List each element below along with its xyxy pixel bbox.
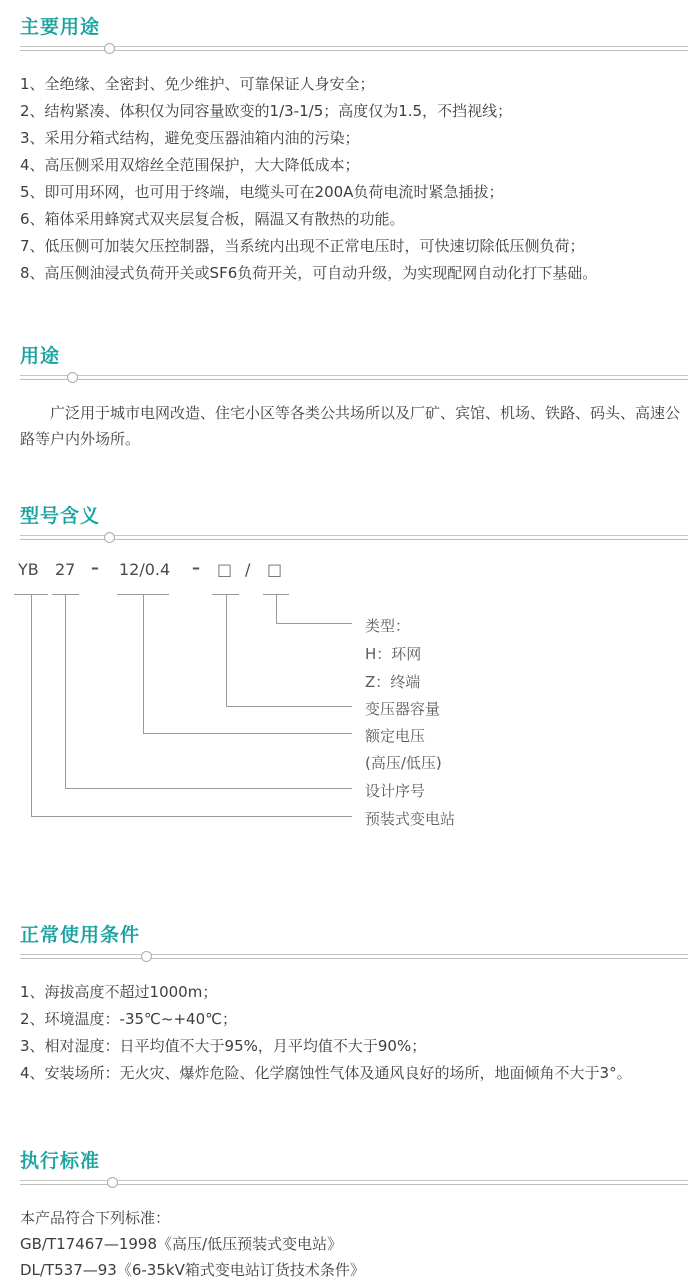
section-divider — [20, 46, 688, 51]
diagram-connector — [276, 594, 277, 623]
diagram-label-type-z: Z：终端 — [365, 673, 421, 691]
normal-conditions-list — [20, 979, 688, 1087]
diagram-lead — [276, 623, 352, 624]
standards-dl: DL/T537—93《6-35kV箱式变电站订货技术条件》 — [20, 1261, 365, 1279]
diagram-label-voltage-note: (高压/低压) — [365, 754, 442, 772]
standards-lines — [20, 1205, 688, 1283]
model-box-icon: □ — [267, 560, 283, 579]
section-title-uses: 用途 — [20, 345, 61, 367]
list-item: 4、高压侧采用双熔丝全范围保护，大大降低成本； — [20, 156, 360, 174]
diagram-label-type-h: H：环网 — [365, 645, 422, 663]
section-title-model-meaning: 型号含义 — [20, 505, 101, 527]
divider-knob — [141, 951, 152, 962]
section-divider — [20, 375, 688, 380]
diagram-lead — [65, 788, 352, 789]
divider-knob — [104, 43, 115, 54]
diagram-lead — [31, 816, 352, 817]
divider-knob — [107, 1177, 118, 1188]
diagram-connector — [226, 594, 227, 706]
section-normal-conditions — [20, 920, 688, 1087]
standards-gb: GB/T17467—1998《高压/低压预装式变电站》 — [20, 1235, 343, 1253]
section-divider — [20, 954, 688, 959]
model-part-27: 27 — [55, 560, 76, 579]
diagram-label-station: 预装式变电站 — [365, 810, 456, 828]
list-item: 6、箱体采用蜂窝式双夹层复合板，隔温又有散热的功能。 — [20, 210, 405, 228]
model-part-yb: YB — [18, 560, 39, 579]
list-item: 7、低压侧可加装欠压控制器，当系统内出现不正常电压时，可快速切除低压侧负荷； — [20, 237, 585, 255]
list-item: 1、全绝缘、全密封、免少维护、可靠保证人身安全； — [20, 75, 375, 93]
section-divider — [20, 1180, 688, 1185]
list-item: 3、采用分箱式结构，避免变压器油箱内油的污染； — [20, 129, 360, 147]
section-divider — [20, 535, 688, 540]
model-designation-diagram — [0, 558, 700, 843]
divider-knob — [67, 372, 78, 383]
diagram-lead — [226, 706, 352, 707]
diagram-label-capacity: 变压器容量 — [365, 700, 441, 718]
diagram-label-type: 类型： — [365, 617, 411, 635]
model-box-icon: □ — [217, 560, 233, 579]
diagram-connector — [65, 594, 66, 788]
list-item: 2、环境温度：-35℃~+40℃； — [20, 1010, 237, 1028]
list-item: 1、海拔高度不超过1000m； — [20, 983, 218, 1001]
list-item: 5、即可用环网，也可用于终端，电缆头可在200A负荷电流时紧急插拔； — [20, 183, 504, 201]
section-title-standards: 执行标准 — [20, 1150, 101, 1172]
uses-paragraph: 广泛用于城市电网改造、住宅小区等各类公共场所以及厂矿、宾馆、机场、铁路、码头、高速公路等户内外场所。 — [20, 404, 681, 448]
model-slash: / — [245, 560, 251, 579]
diagram-label-serial: 设计序号 — [365, 782, 426, 800]
model-dash-icon: – — [91, 558, 99, 577]
list-item: 3、相对湿度：日平均值不大于95%，月平均值不大于90%； — [20, 1037, 427, 1055]
divider-knob — [104, 532, 115, 543]
list-item: 2、结构紧凑、体积仅为同容量欧变的1/3-1/5；高度仅为1.5，不挡视线； — [20, 102, 513, 120]
diagram-label-voltage: 额定电压 — [365, 727, 426, 745]
diagram-connector — [143, 594, 144, 733]
section-standards — [20, 1146, 688, 1283]
section-main-uses — [20, 12, 688, 287]
section-model-meaning — [20, 501, 688, 540]
model-dash-icon: – — [192, 558, 200, 577]
main-uses-list — [20, 71, 688, 287]
model-part-voltage: 12/0.4 — [119, 560, 171, 579]
section-title-normal-conditions: 正常使用条件 — [20, 924, 141, 946]
list-item: 8、高压侧油浸式负荷开关或SF6负荷开关，可自动升级，为实现配网自动化打下基础。 — [20, 264, 598, 282]
section-uses — [20, 341, 688, 452]
section-title-main-uses: 主要用途 — [20, 16, 101, 38]
diagram-connector — [31, 594, 32, 816]
diagram-lead — [143, 733, 352, 734]
standards-intro: 本产品符合下列标准： — [20, 1209, 171, 1227]
list-item: 4、安装场所：无火灾、爆炸危险、化学腐蚀性气体及通风良好的场所，地面倾角不大于3°。 — [20, 1064, 632, 1082]
